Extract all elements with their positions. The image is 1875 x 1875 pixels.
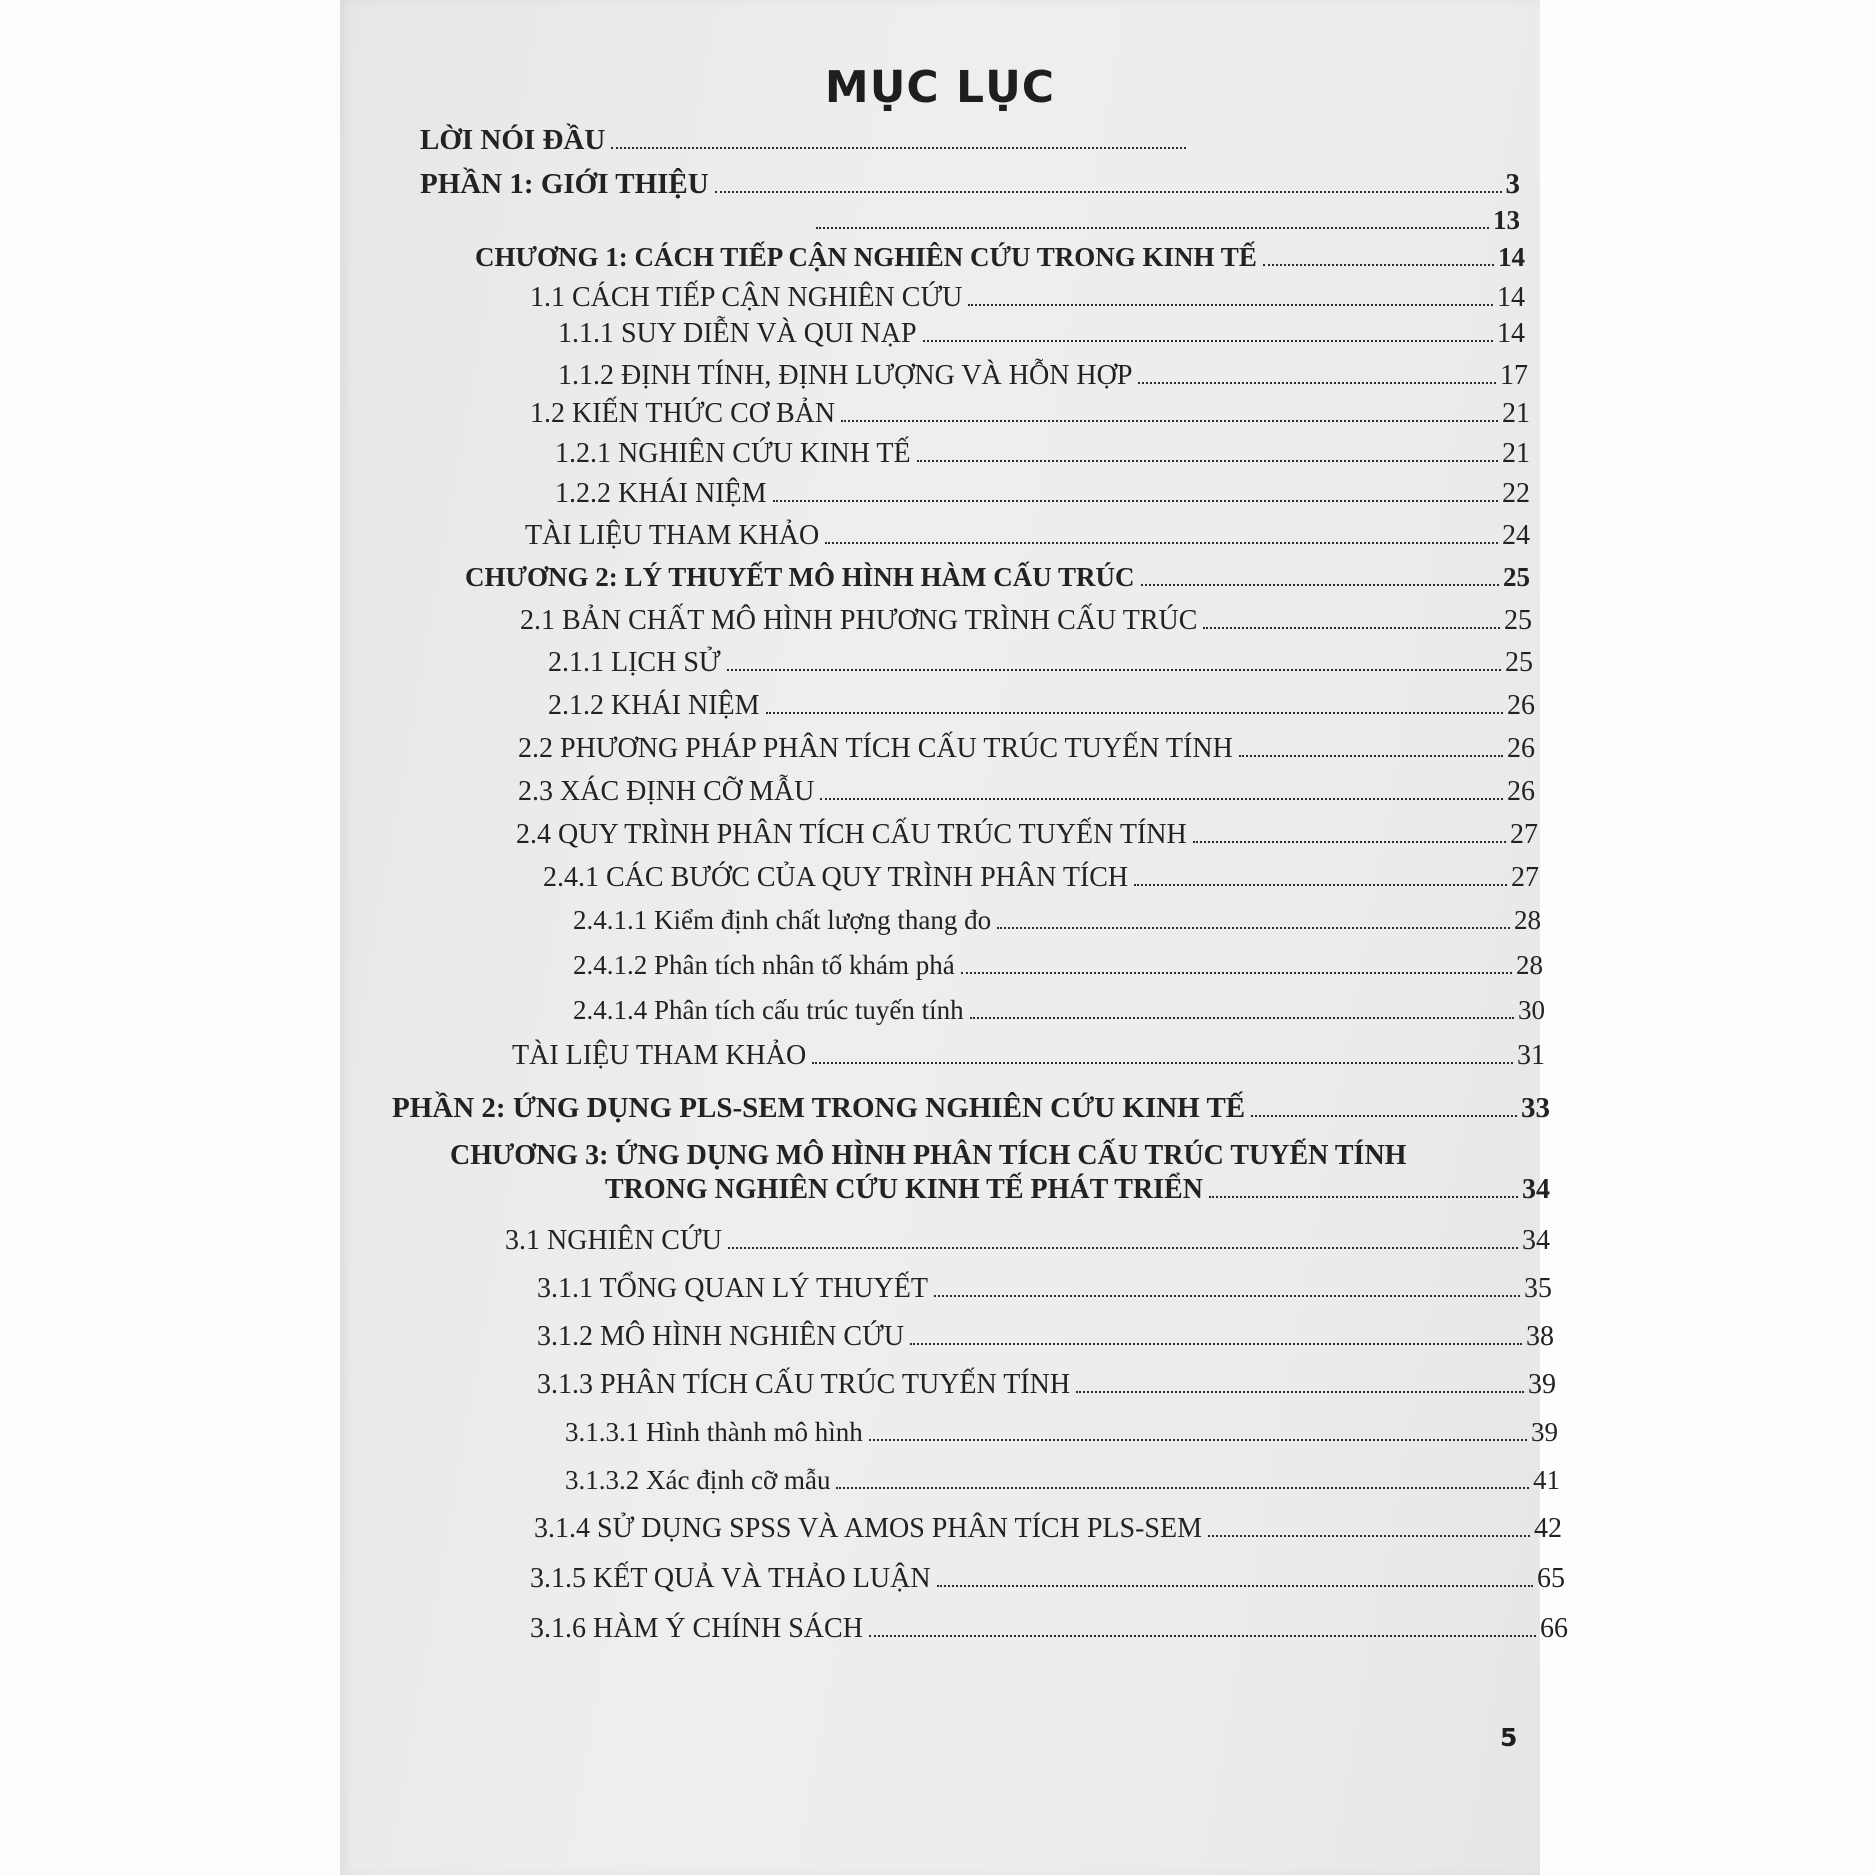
toc-entry-page: 34 bbox=[1522, 1174, 1550, 1205]
toc-entry-label: 1.2 KIẾN THỨC CƠ BẢN bbox=[530, 398, 836, 429]
toc-entry-page: 26 bbox=[1507, 690, 1535, 721]
toc-entry-page: 41 bbox=[1533, 1465, 1560, 1495]
toc-entry-label: 2.3 XÁC ĐỊNH CỠ MẪU bbox=[518, 776, 815, 807]
toc-entry-section bbox=[520, 605, 1532, 637]
toc-entry-section bbox=[518, 776, 1535, 808]
toc-entry-label: 2.4.1 CÁC BƯỚC CỦA QUY TRÌNH PHÂN TÍCH bbox=[543, 862, 1129, 893]
toc-entry-page: 21 bbox=[1502, 398, 1530, 429]
dot-leader bbox=[820, 798, 1503, 800]
toc-entry-label: 2.4.1.1 Kiểm định chất lượng thang đo bbox=[573, 905, 992, 935]
toc-entry-subsubsection bbox=[573, 995, 1545, 1026]
toc-entry-continuation bbox=[810, 205, 1520, 236]
toc-entry-label: 3.1.3 PHÂN TÍCH CẤU TRÚC TUYẾN TÍNH bbox=[537, 1369, 1071, 1400]
dot-leader bbox=[1208, 1535, 1530, 1537]
toc-entry-subsection bbox=[555, 438, 1530, 470]
toc-entry-label: 3.1 NGHIÊN CỨU bbox=[505, 1225, 722, 1256]
toc-entry-page: 3 bbox=[1505, 168, 1520, 200]
dot-leader bbox=[923, 340, 1493, 342]
toc-entry-label: 2.1.2 KHÁI NIỆM bbox=[548, 690, 760, 721]
toc-entry-subsubsection bbox=[573, 905, 1541, 936]
toc-entry-chapter-3-line-1: CHƯƠNG 3: ỨNG DỤNG MÔ HÌNH PHÂN TÍCH CẤU TRÚC TUYẾN TÍNH bbox=[450, 1140, 1407, 1171]
toc-entry-subsection bbox=[543, 862, 1539, 894]
toc-entry-page: 39 bbox=[1531, 1417, 1558, 1447]
toc-entry-section bbox=[530, 282, 1525, 314]
toc-entry-label: LỜI NÓI ĐẦU bbox=[420, 124, 606, 156]
toc-entry-page: 34 bbox=[1522, 1225, 1550, 1256]
toc-entry-chapter-2 bbox=[465, 562, 1530, 593]
dot-leader bbox=[997, 927, 1510, 929]
toc-entry-label: CHƯƠNG 1: CÁCH TIẾP CẬN NGHIÊN CỨU TRONG KINH TẾ bbox=[475, 242, 1257, 272]
toc-entry-label: TÀI LIỆU THAM KHẢO bbox=[512, 1040, 807, 1071]
toc-entry-label: 3.1.3.2 Xác định cỡ mẫu bbox=[565, 1465, 831, 1495]
toc-entry-label: 3.1.4 SỬ DỤNG SPSS VÀ AMOS PHÂN TÍCH PLS-SEM bbox=[534, 1513, 1202, 1544]
dot-leader bbox=[1239, 755, 1503, 757]
dot-leader bbox=[1251, 1115, 1517, 1117]
dot-leader bbox=[841, 420, 1498, 422]
toc-entry-label: 1.2.2 KHÁI NIỆM bbox=[555, 478, 767, 509]
toc-entry-section bbox=[518, 733, 1535, 765]
dot-leader bbox=[766, 712, 1503, 714]
toc-entry-page: 35 bbox=[1524, 1273, 1552, 1304]
toc-entry-label: PHẦN 1: GIỚI THIỆU bbox=[420, 168, 709, 200]
toc-entry-label: 3.1.1 TỔNG QUAN LÝ THUYẾT bbox=[537, 1273, 928, 1304]
toc-entry-label: CHƯƠNG 2: LÝ THUYẾT MÔ HÌNH HÀM CẤU TRÚC bbox=[465, 562, 1135, 592]
toc-entry-subsection bbox=[558, 318, 1525, 350]
toc-entry-page: 24 bbox=[1502, 520, 1530, 551]
toc-entry-subsection bbox=[537, 1321, 1554, 1353]
toc-entry-chapter-3-line-2 bbox=[605, 1174, 1550, 1206]
toc-entry-page: 25 bbox=[1503, 562, 1530, 592]
toc-entry-label: 3.1.6 HÀM Ý CHÍNH SÁCH bbox=[530, 1613, 863, 1644]
toc-entry-subsection bbox=[530, 1613, 1568, 1645]
toc-entry-page: 33 bbox=[1521, 1092, 1550, 1124]
toc-entry-label: 2.4 QUY TRÌNH PHÂN TÍCH CẤU TRÚC TUYẾN TÍNH bbox=[516, 819, 1187, 850]
toc-entry-label: 2.4.1.2 Phân tích nhân tố khám phá bbox=[573, 950, 955, 980]
toc-entry-subsection bbox=[530, 1563, 1565, 1595]
toc-entry-page: 14 bbox=[1497, 318, 1525, 349]
toc-entry-subsection bbox=[558, 360, 1528, 392]
page-title: MỤC LỤC bbox=[824, 62, 1056, 113]
dot-leader bbox=[816, 227, 1489, 229]
toc-entry-page: 31 bbox=[1517, 1040, 1545, 1071]
toc-entry-page: 14 bbox=[1497, 282, 1525, 313]
toc-entry-label: 3.1.2 MÔ HÌNH NGHIÊN CỨU bbox=[537, 1321, 905, 1352]
toc-entry-page: 66 bbox=[1540, 1613, 1568, 1644]
dot-leader bbox=[934, 1295, 1520, 1297]
dot-leader bbox=[1193, 841, 1506, 843]
dot-leader bbox=[812, 1062, 1513, 1064]
toc-entry-page: 27 bbox=[1511, 862, 1539, 893]
toc-entry-page: 42 bbox=[1534, 1513, 1562, 1544]
toc-entry-label: 3.1.3.1 Hình thành mô hình bbox=[565, 1417, 863, 1447]
toc-entry-label: TRONG NGHIÊN CỨU KINH TẾ PHÁT TRIỂN bbox=[605, 1174, 1203, 1205]
toc-entry-label: 1.1.2 ĐỊNH TÍNH, ĐỊNH LƯỢNG VÀ HỖN HỢP bbox=[558, 360, 1133, 391]
dot-leader bbox=[611, 147, 1186, 149]
toc-entry-subsection bbox=[548, 647, 1533, 679]
toc-entry-page: 65 bbox=[1537, 1563, 1565, 1594]
toc-entry-references bbox=[525, 520, 1530, 552]
dot-leader bbox=[1134, 884, 1507, 886]
dot-leader bbox=[715, 191, 1502, 193]
toc-entry-page: 27 bbox=[1510, 819, 1538, 850]
page-number: 5 bbox=[1500, 1723, 1518, 1752]
dot-leader bbox=[869, 1635, 1536, 1637]
toc-entry-page: 38 bbox=[1526, 1321, 1554, 1352]
dot-leader bbox=[968, 304, 1493, 306]
toc-entry-page: 26 bbox=[1507, 733, 1535, 764]
dot-leader bbox=[1141, 584, 1499, 586]
toc-entry-label: 1.2.1 NGHIÊN CỨU KINH TẾ bbox=[555, 438, 911, 469]
toc-entry-page: 26 bbox=[1507, 776, 1535, 807]
toc-entry-page: 13 bbox=[1493, 205, 1520, 235]
dot-leader bbox=[727, 669, 1501, 671]
toc-entry-label: TÀI LIỆU THAM KHẢO bbox=[525, 520, 820, 551]
toc-entry-page: 22 bbox=[1502, 478, 1530, 509]
toc-entry-label: 2.2 PHƯƠNG PHÁP PHÂN TÍCH CẤU TRÚC TUYẾN TÍNH bbox=[518, 733, 1233, 764]
toc-entry-section bbox=[505, 1225, 1550, 1257]
toc-entry-section bbox=[530, 398, 1530, 430]
toc-entry-subsection bbox=[534, 1513, 1562, 1545]
toc-entry-label: 1.1 CÁCH TIẾP CẬN NGHIÊN CỨU bbox=[530, 282, 963, 313]
toc-entry-part-1 bbox=[420, 168, 1520, 201]
toc-entry-page: 25 bbox=[1504, 605, 1532, 636]
dot-leader bbox=[1076, 1391, 1524, 1393]
dot-leader bbox=[937, 1585, 1533, 1587]
dot-leader bbox=[917, 460, 1498, 462]
dot-leader bbox=[910, 1343, 1522, 1345]
dot-leader bbox=[869, 1439, 1527, 1441]
toc-entry-label: 2.1 BẢN CHẤT MÔ HÌNH PHƯƠNG TRÌNH CẤU TRÚC bbox=[520, 605, 1198, 636]
toc-entry-section bbox=[516, 819, 1538, 851]
toc-entry-subsection bbox=[548, 690, 1535, 722]
toc-entry-label: 2.1.1 LỊCH SỬ bbox=[548, 647, 721, 678]
dot-leader bbox=[773, 500, 1498, 502]
dot-leader bbox=[825, 542, 1498, 544]
toc-entry-page: 21 bbox=[1502, 438, 1530, 469]
dot-leader bbox=[961, 972, 1512, 974]
dot-leader bbox=[1138, 382, 1496, 384]
dot-leader bbox=[836, 1487, 1529, 1489]
toc-entry-page: 14 bbox=[1498, 242, 1525, 272]
toc-entry-chapter-1 bbox=[475, 242, 1525, 273]
toc-entry-subsubsection bbox=[565, 1417, 1558, 1448]
dot-leader bbox=[1263, 264, 1494, 266]
dot-leader bbox=[970, 1017, 1514, 1019]
toc-entry-page: 25 bbox=[1505, 647, 1533, 678]
toc-entry-page: 28 bbox=[1514, 905, 1541, 935]
toc-entry-page: 39 bbox=[1528, 1369, 1556, 1400]
toc-entry-label: 1.1.1 SUY DIỄN VÀ QUI NẠP bbox=[558, 318, 917, 349]
book-page bbox=[340, 0, 1568, 1875]
toc-entry-page: 17 bbox=[1500, 360, 1528, 391]
toc-entry-subsection bbox=[537, 1273, 1552, 1305]
toc-entry-label: 2.4.1.4 Phân tích cấu trúc tuyến tính bbox=[573, 995, 964, 1025]
toc-entry-label: 3.1.5 KẾT QUẢ VÀ THẢO LUẬN bbox=[530, 1563, 931, 1594]
dot-leader bbox=[1203, 627, 1500, 629]
toc-entry-subsection bbox=[555, 478, 1530, 510]
toc-entry-subsubsection bbox=[573, 950, 1543, 981]
toc-entry-subsubsection bbox=[565, 1465, 1560, 1496]
toc-entry-page: 30 bbox=[1518, 995, 1545, 1025]
dot-leader bbox=[728, 1247, 1518, 1249]
toc-entry-references bbox=[512, 1040, 1545, 1072]
toc-entry-subsection bbox=[537, 1369, 1556, 1401]
toc-entry-part-2 bbox=[392, 1092, 1550, 1125]
dot-leader bbox=[1209, 1196, 1518, 1198]
toc-entry-preface bbox=[420, 124, 1190, 157]
toc-entry-page: 28 bbox=[1516, 950, 1543, 980]
toc-entry-label: PHẦN 2: ỨNG DỤNG PLS-SEM TRONG NGHIÊN CỨU KINH TẾ bbox=[392, 1092, 1246, 1124]
